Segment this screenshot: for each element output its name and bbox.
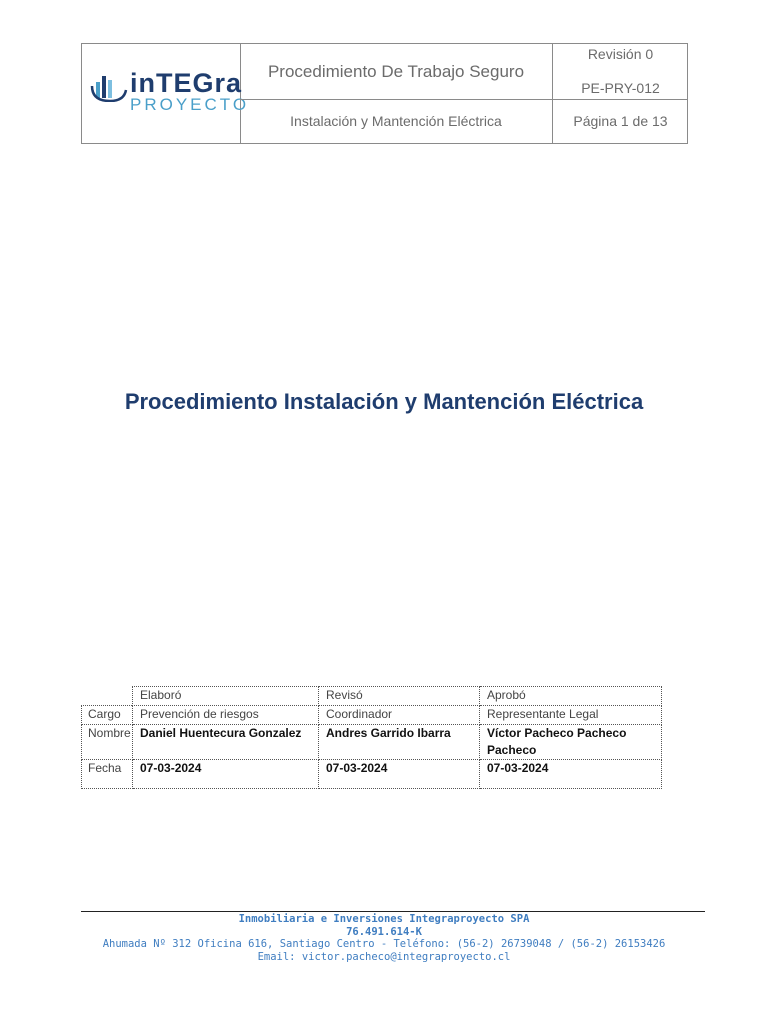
- row-label: Cargo: [82, 706, 133, 725]
- footer-company: Inmobiliaria e Inversiones Integraproyecto SPA: [238, 913, 530, 925]
- table-cell: 07-03-2024: [133, 760, 319, 789]
- page-number: Página 1 de 13: [573, 113, 668, 129]
- document-code: PE-PRY-012: [581, 80, 660, 96]
- document-subtitle: Instalación y Mantención Eléctrica: [240, 99, 553, 143]
- footer-email: Email: victor.pacheco@integraproyecto.cl: [257, 950, 511, 963]
- main-title: Procedimiento Instalación y Mantención Eléctrica: [124, 389, 644, 414]
- empty-corner-cell: [82, 687, 133, 706]
- footer-address: Ahumada Nº 312 Oficina 616, Santiago Centro - Teléfono: (56-2) 26739048 / (56-2) 26153426: [102, 938, 666, 950]
- table-cell: Víctor Pacheco Pacheco Pacheco: [480, 725, 662, 760]
- table-cell: Daniel Huentecura Gonzalez: [133, 725, 319, 760]
- approvals-table: [81, 686, 662, 789]
- logo-text-bottom: PROYECTO: [130, 95, 250, 114]
- table-cell: Prevención de riesgos: [133, 706, 319, 725]
- company-logo: [82, 44, 250, 143]
- column-header: Elaboró: [133, 687, 319, 706]
- table-row: [82, 725, 662, 760]
- table-cell: 07-03-2024: [319, 760, 480, 789]
- table-row: [82, 706, 662, 725]
- logo-building-icon: [90, 72, 128, 102]
- table-cell: Andres Garrido Ibarra: [319, 725, 480, 760]
- table-header-row: [82, 687, 662, 706]
- row-label: Fecha: [82, 760, 133, 789]
- revision-label: Revisión 0: [587, 46, 654, 62]
- table-row: [82, 760, 662, 789]
- document-title: Procedimiento De Trabajo Seguro: [240, 44, 553, 100]
- logo-text-top: inTEGra: [130, 68, 243, 98]
- column-header: Aprobó: [480, 687, 662, 706]
- footer-rut: 76.491.614-K: [346, 925, 422, 938]
- document-header: [81, 43, 688, 144]
- table-cell: Coordinador: [319, 706, 480, 725]
- row-label: Nombre: [82, 725, 133, 760]
- page-footer: [0, 913, 768, 963]
- column-header: Revisó: [319, 687, 480, 706]
- footer-divider: [81, 911, 705, 912]
- table-cell: 07-03-2024: [480, 760, 662, 789]
- table-cell: Representante Legal: [480, 706, 662, 725]
- revision-cell: [553, 44, 688, 100]
